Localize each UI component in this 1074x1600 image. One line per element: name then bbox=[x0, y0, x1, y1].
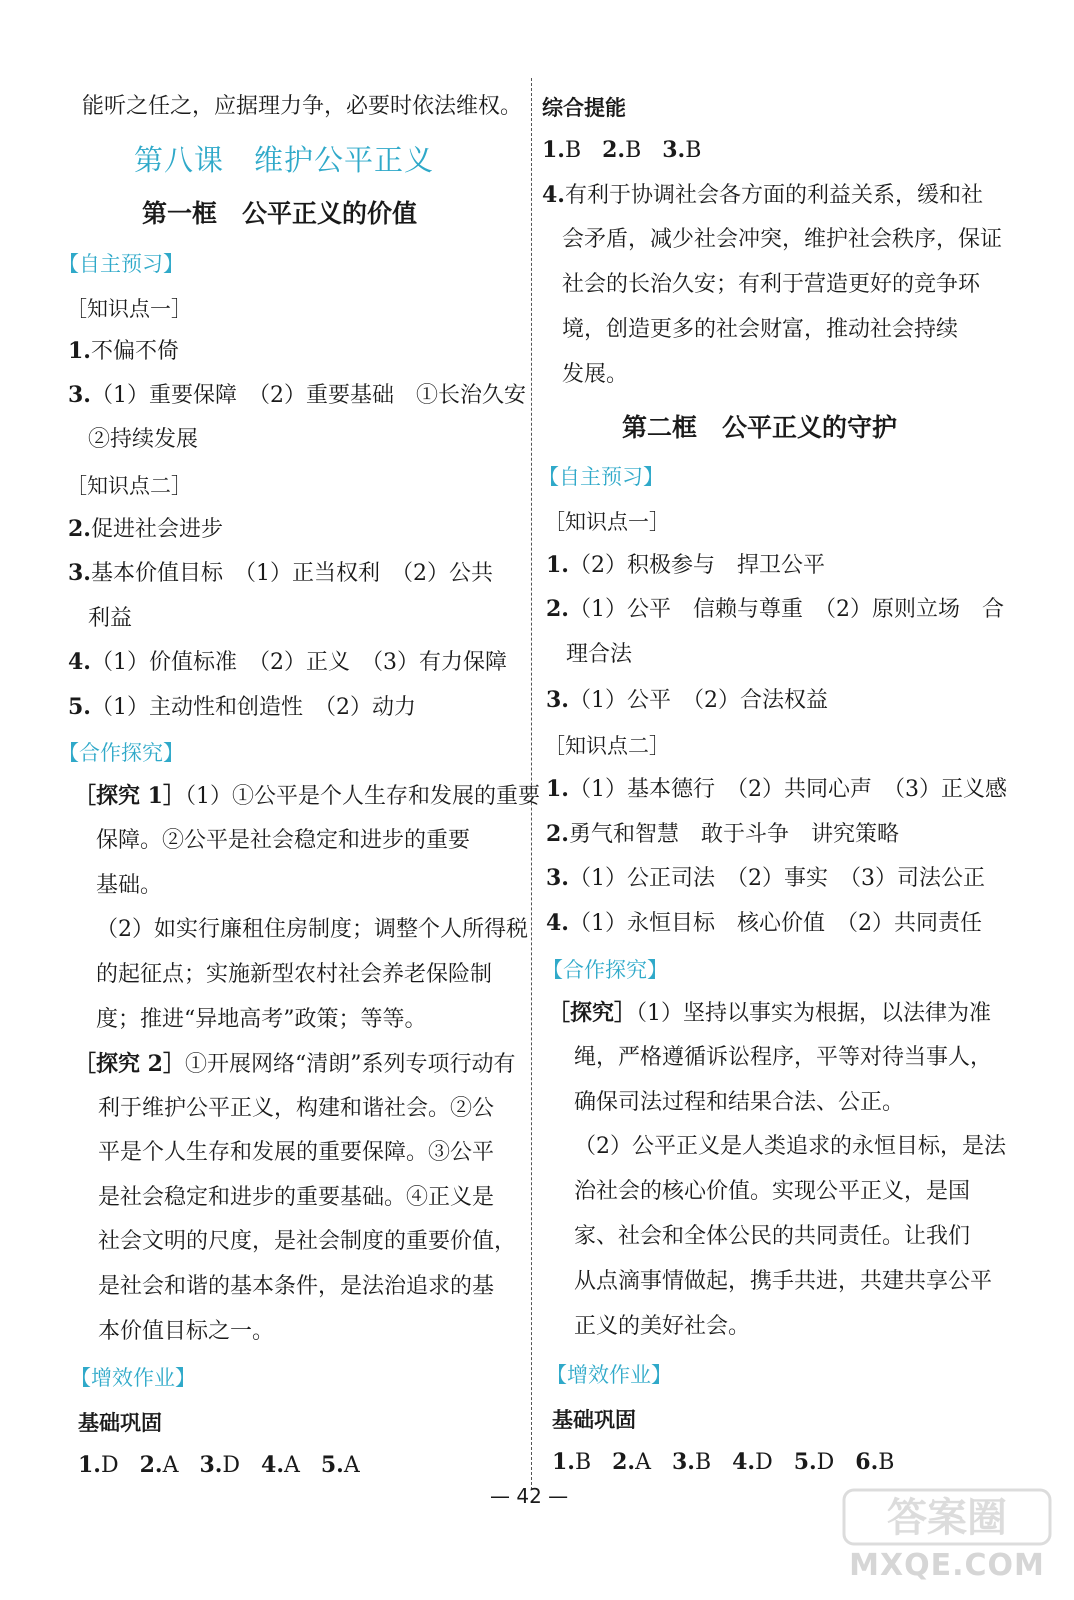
explore2-line: 社会文明的尺度，是社会制度的重要价值， bbox=[98, 1229, 517, 1254]
list-item: 4.（1）价值标准 （2）正义 （3）有力保障 bbox=[68, 649, 507, 675]
list-item: 3.（1）公平 （2）合法权益 bbox=[546, 687, 828, 713]
explore-line: 绳，严格遵循诉讼程序，平等对待当事人， bbox=[574, 1045, 993, 1070]
tag-homework: 【增效作业】 bbox=[546, 1363, 672, 1387]
comprehensive-4-line: 境，创造更多的社会财富，推动社会持续 bbox=[562, 317, 959, 342]
knowledge-point-1: ［知识点一］ bbox=[66, 297, 192, 321]
explore2-line: 是社会和谐的基本条件，是法治追求的基 bbox=[98, 1274, 495, 1299]
list-item: 4.（1）永恒目标 核心价值 （2）共同责任 bbox=[546, 910, 982, 936]
tag-cooperate: 【合作探究】 bbox=[542, 958, 668, 982]
list-item-continued: ②持续发展 bbox=[88, 427, 199, 452]
explore2-line: 本价值目标之一。 bbox=[98, 1319, 275, 1344]
list-item-continued: 利益 bbox=[88, 606, 133, 631]
explore-line: 家、社会和全体公民的共同责任。让我们 bbox=[574, 1224, 971, 1249]
svg-text:答案圈: 答案圈 bbox=[887, 1495, 1007, 1541]
carry-over-line: 能听之任之，应据理力争，必要时依法维权。 bbox=[82, 94, 523, 119]
list-item: 2.促进社会进步 bbox=[68, 516, 223, 542]
explore2-line: 利于维护公平正义，构建和谐社会。②公 bbox=[98, 1096, 495, 1121]
comprehensive-4-line: 发展。 bbox=[562, 362, 629, 387]
basic-consolidation-title: 基础巩固 bbox=[552, 1408, 636, 1432]
tag-cooperate: 【合作探究】 bbox=[58, 741, 184, 765]
list-item: 5.（1）主动性和创造性 （2）动力 bbox=[68, 694, 416, 720]
comprehensive-answers: 1.B 2.B 3.B bbox=[542, 137, 702, 163]
comprehensive-4-line: 社会的长治久安；有利于营造更好的竞争环 bbox=[562, 272, 981, 297]
frame2-title: 第二框 公平正义的守护 bbox=[622, 413, 898, 442]
basic-consolidation-title: 基础巩固 bbox=[78, 1411, 162, 1435]
explore2-line: ［探究 2］①开展网络“清朗”系列专项行动有 bbox=[74, 1051, 516, 1077]
explore-line: 从点滴事情做起，携手共进，共建共享公平 bbox=[574, 1269, 993, 1294]
basic-answers: 1.B 2.A 3.B 4.D 5.D 6.B bbox=[552, 1449, 895, 1475]
list-item: 1.（1）基本德行 （2）共同心声 （3）正义感 bbox=[546, 776, 1007, 802]
explore-line: ［探究］（1）坚持以事实为根据，以法律为准 bbox=[548, 1000, 992, 1026]
page-number: — 42 — bbox=[490, 1484, 569, 1508]
watermark-logo-icon bbox=[842, 1486, 1052, 1548]
explore-line: （2）公平正义是人类追求的永恒目标，是法 bbox=[574, 1134, 1006, 1159]
knowledge-point-1: ［知识点一］ bbox=[544, 510, 670, 534]
explore1-line: 基础。 bbox=[96, 873, 163, 898]
tag-homework: 【增效作业】 bbox=[70, 1366, 196, 1390]
knowledge-point-2: ［知识点二］ bbox=[66, 474, 192, 498]
list-item: 1.不偏不倚 bbox=[68, 338, 179, 364]
explore1-line: 的起征点；实施新型农村社会养老保险制 bbox=[96, 962, 493, 987]
tag-preview: 【自主预习】 bbox=[58, 252, 184, 276]
comprehensive-4-line: 4.有利于协调社会各方面的利益关系，缓和社 bbox=[542, 182, 983, 208]
list-item: 2.（1）公平 信赖与尊重 （2）原则立场 合 bbox=[546, 596, 1004, 622]
lesson-title: 第八课 维护公平正义 bbox=[134, 143, 435, 177]
frame1-title: 第一框 公平正义的价值 bbox=[142, 199, 418, 228]
comprehensive-4-line: 会矛盾，减少社会冲突，维护社会秩序，保证 bbox=[562, 227, 1003, 252]
explore1-line: （2）如实行廉租住房制度；调整个人所得税 bbox=[96, 917, 528, 942]
list-item: 2.勇气和智慧 敢于斗争 讲究策略 bbox=[546, 821, 899, 847]
explore-line: 正义的美好社会。 bbox=[574, 1314, 751, 1339]
explore2-line: 是社会稳定和进步的重要基础。④正义是 bbox=[98, 1185, 495, 1210]
explore1-line: 度；推进“异地高考”政策；等等。 bbox=[96, 1007, 427, 1032]
explore1-line: 保障。②公平是社会稳定和进步的重要 bbox=[96, 828, 471, 853]
watermark-site: MXQE.COM bbox=[849, 1548, 1045, 1583]
comprehensive-title: 综合提能 bbox=[542, 96, 626, 120]
explore2-line: 平是个人生存和发展的重要保障。③公平 bbox=[98, 1140, 495, 1165]
list-item-continued: 理合法 bbox=[566, 642, 633, 667]
tag-preview: 【自主预习】 bbox=[538, 465, 664, 489]
list-item: 3.基本价值目标 （1）正当权利 （2）公共 bbox=[68, 560, 493, 586]
explore1-line: ［探究 1］（1）①公平是个人生存和发展的重要 bbox=[74, 783, 540, 809]
watermark bbox=[832, 1486, 1062, 1594]
list-item: 3.（1）公正司法 （2）事实 （3）司法公正 bbox=[546, 865, 985, 891]
knowledge-point-2: ［知识点二］ bbox=[544, 734, 670, 758]
basic-answers: 1.D 2.A 3.D 4.A 5.A bbox=[78, 1452, 360, 1478]
explore-line: 治社会的核心价值。实现公平正义，是国 bbox=[574, 1179, 971, 1204]
list-item: 1.（2）积极参与 捍卫公平 bbox=[546, 552, 825, 578]
list-item: 3.（1）重要保障 （2）重要基础 ①长治久安 bbox=[68, 382, 526, 408]
explore-line: 确保司法过程和结果合法、公正。 bbox=[574, 1090, 905, 1115]
